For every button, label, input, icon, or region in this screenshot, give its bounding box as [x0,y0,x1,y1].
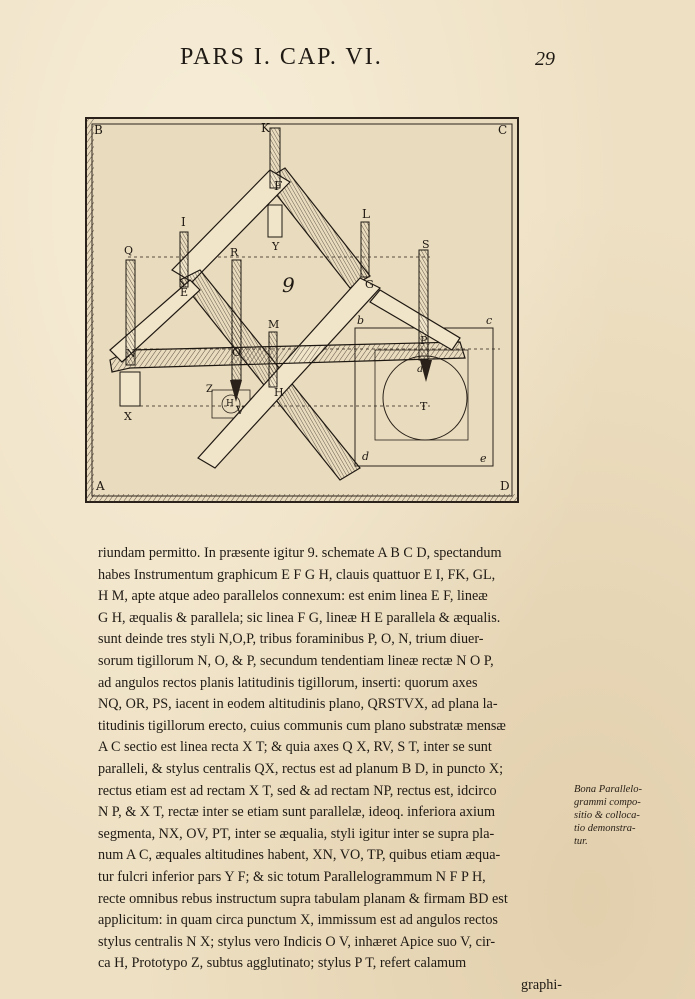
margin-note-line: tio demonstra- [574,823,636,834]
text-line: A C sectio est linea recta X T; & quia axes Q X, RV, S T, inter se sunt [98,739,492,756]
text-line: N P, & X T, rectæ inter se etiam sunt parallelæ, ideoq. inferiora axium [98,804,496,821]
label-V: V [236,404,244,417]
label-K: K [261,121,270,135]
margin-note [574,783,690,848]
text-line: rectus etiam est ad rectam X T, sed & ad rectam NP, rectus est, idcirco [98,782,497,799]
label-S: S [422,238,430,251]
label-M: M [268,318,280,331]
text-line: segmenta, NX, OV, PT, inter se æqualia, styli igitur inter se supra pla- [98,825,495,842]
text-line: recte omnibus rebus instructum supra tabulam planam & firmam BD est [98,890,508,907]
text-line: ca H, Prototypo Z, subtus agglutinato; stylus P T, refert calamum [98,955,467,972]
page-header [0,44,695,84]
text-line: sunt deinde tres styli N,O,P, tribus foraminibus P, O, N, trium diuer- [98,631,484,648]
label-A: A [96,479,105,493]
label-B: B [94,123,103,137]
fulcrum-Y [268,205,282,237]
margin-note-line: grammi compo- [574,797,641,808]
label-N: N [126,347,136,360]
label-G: G [365,278,374,291]
text-line: H M, apte atque adeo parallelos connexum: est enim linea E F, lineæ [98,588,488,605]
pin-M [269,332,277,387]
label-c: c [486,314,493,327]
text-line: titudinis tigillorum erecto, cuius communis cum plano substratæ mensæ [98,717,506,734]
text-line: stylus centralis N X; stylus vero Indicis O V, inhæret Apice suo V, cir- [98,933,496,950]
label-D: D [500,479,510,493]
label-O: O [232,346,242,359]
catchword: graphi- [521,976,562,993]
text-line: NQ, OR, PS, iacent in eodem altitudinis plano, QRSTVX, ad plana la- [98,696,498,713]
text-line: G H, æqualis & parallela; sic linea F G, lineæ H E parallela & æqualis. [98,609,501,626]
stylus-R [232,260,241,380]
page-number: 29 [535,48,555,70]
pantograph-figure [80,110,524,510]
label-d: d [362,450,370,463]
board-shadow-left [86,118,94,502]
label-X: X [124,410,132,423]
margin-note-line: sitio & colloca- [574,810,640,821]
running-title: PARS I. CAP. VI. [180,44,383,70]
pin-L [361,222,369,277]
text-line: paralleli, & stylus centralis QX, rectus est ad planum B D, in puncto X; [98,760,504,777]
label-nine: 9 [282,273,295,297]
label-P: P [420,334,428,347]
text-line: riundam permitto. In præsente igitur 9. schemate A B C D, spectandum [98,545,502,561]
label-F: F [274,179,283,193]
label-T: T [420,400,428,413]
text-line: num A C, æquales altitudines habent, XN, VO, TP, quibus etiam æqua- [98,847,501,864]
label-Q: Q [124,244,134,257]
board-shadow-bottom [86,494,518,502]
text-line: tur fulcri inferior pars Y F; & sic totum Parallelogrammum N F P H, [98,868,486,885]
label-e: e [480,452,487,465]
board-frame [86,118,518,502]
body-paragraph [98,543,568,996]
label-b: b [357,314,365,327]
text-line: habes Instrumentum graphicum E F G H, clauis quattuor E I, FK, GL, [98,566,496,583]
margin-note-line: tur. [574,836,588,847]
pin-I [180,232,188,287]
label-E: E [180,286,189,299]
label-H-prototype: H [226,399,234,409]
text-line: applicitum: in quam circa punctum X, immissum est ad angulos rectos [98,912,498,929]
margin-note-line: Bona Parallelo- [574,784,642,795]
label-I: I [181,215,186,229]
label-R: R [230,246,239,259]
label-a: a [417,364,423,375]
label-Y: Y [272,240,280,253]
text-line: ad angulos rectos planis latitudinis tigillorum, inserti: quorum axes [98,674,478,691]
label-C: C [498,123,508,137]
label-H: H [274,386,284,399]
text-line: sorum tigillorum N, O, & P, secundum tendentiam lineæ rectæ N O P, [98,652,494,669]
pantograph-engraving [80,110,524,510]
label-Z: Z [206,384,213,395]
label-L: L [362,207,370,221]
foot-X [120,372,140,406]
